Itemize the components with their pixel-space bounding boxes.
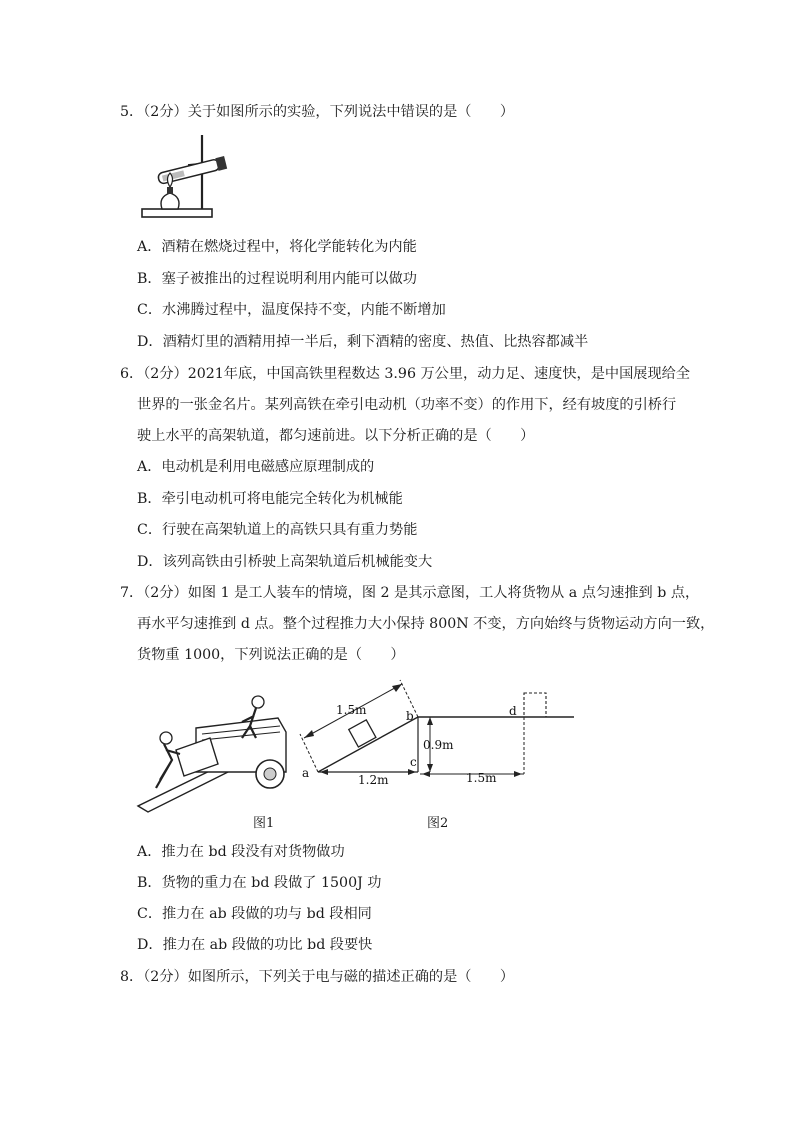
q5-option-d: D．酒精灯里的酒精用掉一半后，剩下酒精的密度、热值、比热容都减半 xyxy=(137,334,589,350)
q7-option-c: C．推力在 ab 段做的功与 bd 段相同 xyxy=(137,906,372,922)
q5-stem: 5．（2分）关于如图所示的实验，下列说法中错误的是（ ） xyxy=(120,104,515,120)
q6-option-c: C．行驶在高架轨道上的高铁只具有重力势能 xyxy=(137,522,418,538)
q5-option-b: B．塞子被推出的过程说明利用内能可以做功 xyxy=(137,271,417,287)
label-c: c xyxy=(410,755,417,769)
figure-2-caption: 图2 xyxy=(427,816,449,831)
q6-option-d: D．该列高铁由引桥驶上高架轨道后机械能变大 xyxy=(137,554,433,570)
label-a: a xyxy=(302,766,310,780)
label-base-length: 1.2m xyxy=(358,773,389,785)
q7-figure-1-worker-loading xyxy=(136,688,296,813)
q5-apparatus-figure xyxy=(140,133,230,223)
q7-figure-2-schematic xyxy=(296,670,581,785)
q6-option-b: B．牵引电动机可将电能完全转化为机械能 xyxy=(137,491,403,507)
q7-option-a: A．推力在 bd 段没有对货物做功 xyxy=(137,844,345,860)
q6-stem-line-3: 驶上水平的高架轨道，都匀速前进。以下分析正确的是（ ） xyxy=(137,428,535,444)
q8-stem: 8．（2分）如图所示，下列关于电与磁的描述正确的是（ ） xyxy=(120,969,515,985)
label-d: d xyxy=(509,704,517,718)
q6-stem-line-2: 世界的一张金名片。某列高铁在牵引电动机（功率不变）的作用下，经有坡度的引桥行 xyxy=(137,397,677,413)
label-b: b xyxy=(406,709,414,723)
q7-stem-line-2: 再水平匀速推到 d 点。整个过程推力大小保持 800N 不变，方向始终与货物运动方向一致， xyxy=(137,616,715,632)
q6-stem-line-1: 6．（2分）2021年底，中国高铁里程数达 3.96 万公里，动力足、速度快，是中国展现给全 xyxy=(120,366,691,382)
q5-option-c: C．水沸腾过程中，温度保持不变，内能不断增加 xyxy=(137,302,446,318)
q7-option-b: B．货物的重力在 bd 段做了 1500J 功 xyxy=(137,875,382,891)
q7-stem-line-1: 7．（2分）如图 1 是工人装车的情境，图 2 是其示意图，工人将货物从 a 点匀速推到 b 点， xyxy=(120,585,700,601)
q7-option-d: D．推力在 ab 段做的功比 bd 段要快 xyxy=(137,937,373,953)
figure-1-caption: 图1 xyxy=(253,816,275,831)
q5-option-a: A．酒精在燃烧过程中，将化学能转化为内能 xyxy=(137,239,417,255)
label-cd-length: 1.5m xyxy=(466,771,497,785)
label-slope-length: 1.5m xyxy=(336,703,367,717)
label-height: 0.9m xyxy=(423,738,454,752)
q7-stem-line-3: 货物重 1000，下列说法正确的是（ ） xyxy=(137,647,405,663)
q6-option-a: A．电动机是利用电磁感应原理制成的 xyxy=(137,459,375,475)
